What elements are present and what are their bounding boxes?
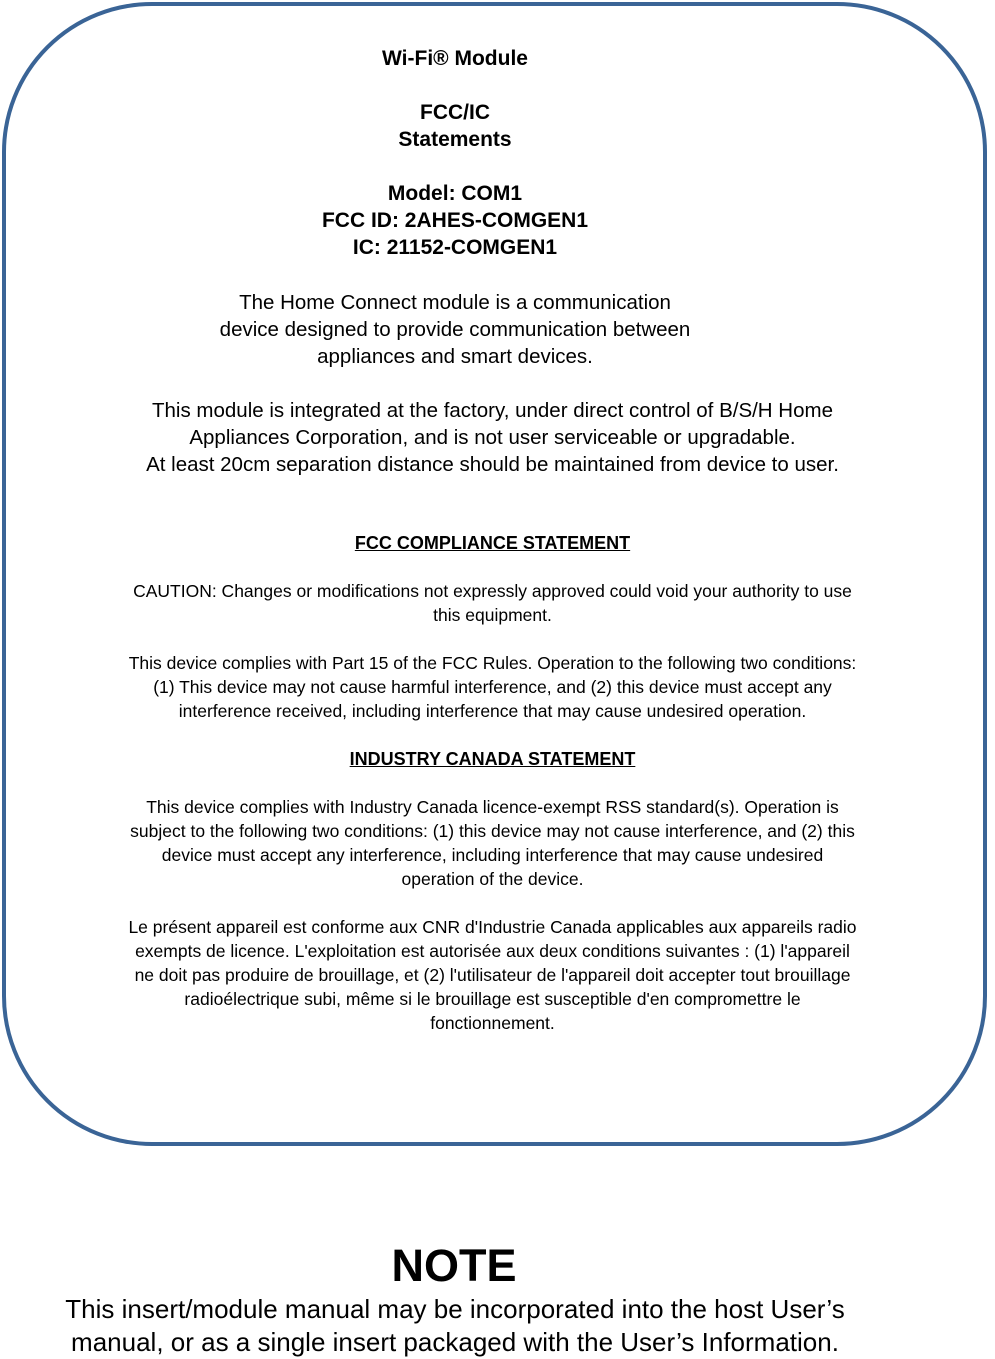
description-line: The Home Connect module is a communication (239, 291, 671, 314)
note-line: manual, or as a single insert packaged with the User’s Information. (71, 1327, 839, 1357)
integration-line: At least 20cm separation distance should be maintained from device to user. (146, 453, 839, 476)
note-title: NOTE (391, 1240, 517, 1291)
integration-line: This module is integrated at the factory, under direct control of B/S/H Home (152, 399, 833, 422)
fcc-part15-line: interference received, including interference that may cause undesired operation. (178, 701, 807, 721)
fcc-part15-line: (1) This device may not cause harmful interference, and (2) this device must accept any (153, 677, 832, 697)
ic-english-line: device must accept any interference, including interference that may cause undesired (161, 845, 824, 865)
module-title: Wi-Fi® Module (382, 47, 528, 70)
ic-french-line: exempts de licence. L'exploitation est autorisée aux deux conditions suivantes : (1) l'appareil (135, 941, 850, 961)
description-line: device designed to provide communication between (219, 318, 691, 341)
fcc-heading: FCC COMPLIANCE STATEMENT (354, 533, 631, 553)
ic-english-line: subject to the following two conditions: (1) this device may not cause interference, and (2) this (130, 821, 855, 841)
description-line: appliances and smart devices. (317, 345, 593, 368)
ic-english-line: operation of the device. (401, 869, 584, 889)
fcc-caution-line: CAUTION: Changes or modifications not expressly approved could void your authority to use (133, 581, 852, 601)
ic-number: IC: 21152-COMGEN1 (352, 236, 558, 259)
statements-label: Statements (398, 128, 512, 151)
model-number: Model: COM1 (387, 182, 523, 205)
fcc-part15-line: This device complies with Part 15 of the FCC Rules. Operation to the following two conditions: (128, 653, 857, 673)
ic-french-line: radioélectrique subi, même si le brouillage est susceptible d'en compromettre le (184, 989, 801, 1009)
ic-french-line: fonctionnement. (430, 1013, 555, 1033)
ic-heading: INDUSTRY CANADA STATEMENT (349, 749, 636, 769)
ic-french-line: Le présent appareil est conforme aux CNR d'Industrie Canada applicables aux appareils radio (128, 917, 857, 937)
fcc-id: FCC ID: 2AHES-COMGEN1 (321, 209, 589, 232)
integration-line: Appliances Corporation, and is not user serviceable or upgradable. (189, 426, 796, 449)
ic-english-line: This device complies with Industry Canada licence-exempt RSS standard(s). Operation is (146, 797, 839, 817)
ic-french-line: ne doit pas produire de brouillage, et (2) l'utilisateur de l'appareil doit accepter tout brouillage (134, 965, 851, 985)
fcc-caution-line: this equipment. (433, 605, 552, 625)
note-line: This insert/module manual may be incorporated into the host User’s (65, 1294, 845, 1324)
fcc-ic-label: FCC/IC (420, 101, 490, 124)
